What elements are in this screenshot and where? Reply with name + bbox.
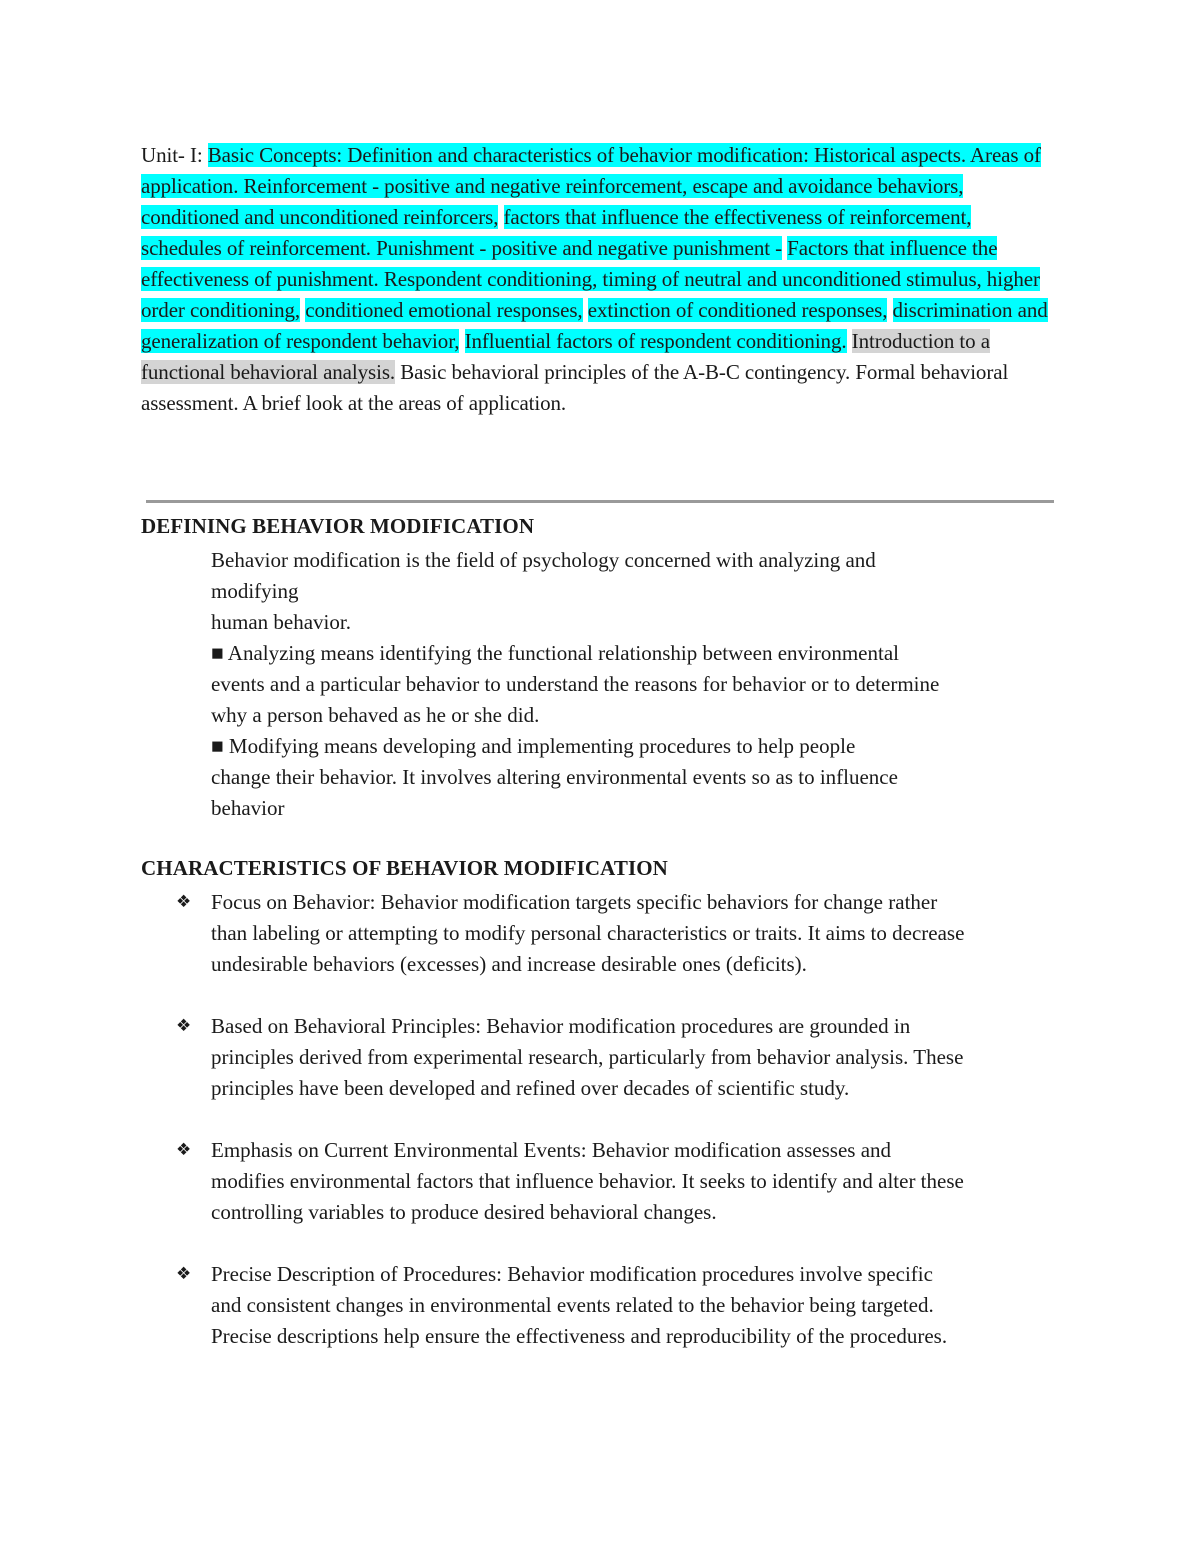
- unit-segment: Unit- I:: [141, 143, 208, 167]
- list-item-line: and consistent changes in environmental events related to the behavior being targeted.: [211, 1293, 934, 1317]
- defining-line: why a person behaved as he or she did.: [211, 703, 540, 727]
- list-item-line: principles derived from experimental research, particularly from behavior analysis. These: [211, 1045, 964, 1069]
- unit-segment: Basic behavioral principles of the A-B-C contingency. Formal behavioral assessment. A brief look at the areas of application.: [141, 360, 1009, 415]
- diamond-bullet-icon: ❖: [176, 1016, 192, 1036]
- list-item-line: Based on Behavioral Principles: Behavior modification procedures are grounded in: [211, 1014, 911, 1038]
- highlighted-text: discrimination and generalization of respondent behavior,: [141, 298, 1048, 353]
- unit-segment: [583, 298, 588, 322]
- defining-line: behavior: [211, 796, 285, 820]
- list-item-line: modifies environmental factors that influence behavior. It seeks to identify and alter these: [211, 1169, 964, 1193]
- list-item: [176, 1259, 1066, 1352]
- highlighted-text: schedules of reinforcement. Punishment - positive and negative punishment -: [141, 236, 783, 260]
- defining-line: human behavior.: [211, 610, 351, 634]
- list-item-line: undesirable behaviors (excesses) and increase desirable ones (deficits).: [211, 952, 807, 976]
- gray-highlighted-text: Introduction to a functional behavioral analysis.: [141, 329, 990, 384]
- defining-heading: DEFINING BEHAVIOR MODIFICATION: [141, 514, 535, 538]
- list-item-line: Focus on Behavior: Behavior modification targets specific behaviors for change rather: [211, 890, 938, 914]
- highlighted-text: Basic Concepts: Definition and characteristics of behavior modification: Historical aspects. Areas of application. Reinforcement - positive and negative reinforcement, escape and avoidance behaviors, conditioned and unconditioned reinforcers,: [141, 143, 1041, 229]
- diamond-bullet-icon: ❖: [176, 1140, 192, 1160]
- diamond-bullet-icon: ❖: [176, 1264, 192, 1284]
- list-item-line: Precise Description of Procedures: Behavior modification procedures involve specific: [211, 1262, 933, 1286]
- unit-segment: [887, 298, 892, 322]
- defining-line: modifying: [211, 579, 299, 603]
- list-item-line: controlling variables to produce desired behavioral changes.: [211, 1200, 717, 1224]
- defining-line: change their behavior. It involves altering environmental events so as to influence: [211, 765, 898, 789]
- list-item-line: Emphasis on Current Environmental Events: Behavior modification assesses and: [211, 1138, 892, 1162]
- horizontal-divider: [146, 500, 1054, 503]
- unit-segment: [498, 205, 503, 229]
- diamond-bullet-icon: ❖: [176, 892, 192, 912]
- list-item-line: than labeling or attempting to modify personal characteristics or traits. It aims to decrease: [211, 921, 965, 945]
- list-item: [176, 887, 1066, 980]
- characteristics-list: [176, 887, 1066, 1383]
- list-item: [176, 1011, 1066, 1104]
- defining-line: ■ Modifying means developing and implementing procedures to help people: [211, 734, 856, 758]
- unit-segment: [459, 329, 464, 353]
- highlighted-text: Influential factors of respondent conditioning.: [464, 329, 847, 353]
- unit-syllabus-paragraph: [141, 140, 1051, 419]
- highlighted-text: extinction of conditioned responses,: [587, 298, 888, 322]
- defining-line: Behavior modification is the field of psychology concerned with analyzing and: [211, 548, 876, 572]
- defining-body: [211, 545, 1051, 824]
- highlighted-text: factors that influence the effectiveness of reinforcement,: [503, 205, 972, 229]
- list-item-line: principles have been developed and refined over decades of scientific study.: [211, 1076, 850, 1100]
- highlighted-text: Factors that influence the effectiveness of punishment. Respondent conditioning, timing of neutral and unconditioned stimulus, higher order conditioning,: [141, 236, 1040, 322]
- characteristics-heading: CHARACTERISTICS OF BEHAVIOR MODIFICATION: [141, 856, 668, 880]
- defining-line: events and a particular behavior to understand the reasons for behavior or to determine: [211, 672, 940, 696]
- unit-segment: [847, 329, 852, 353]
- highlighted-text: conditioned emotional responses,: [305, 298, 583, 322]
- defining-line: ■ Analyzing means identifying the functional relationship between environmental: [211, 641, 899, 665]
- list-item: [176, 1135, 1066, 1228]
- list-item-line: Precise descriptions help ensure the effectiveness and reproducibility of the procedures.: [211, 1324, 948, 1348]
